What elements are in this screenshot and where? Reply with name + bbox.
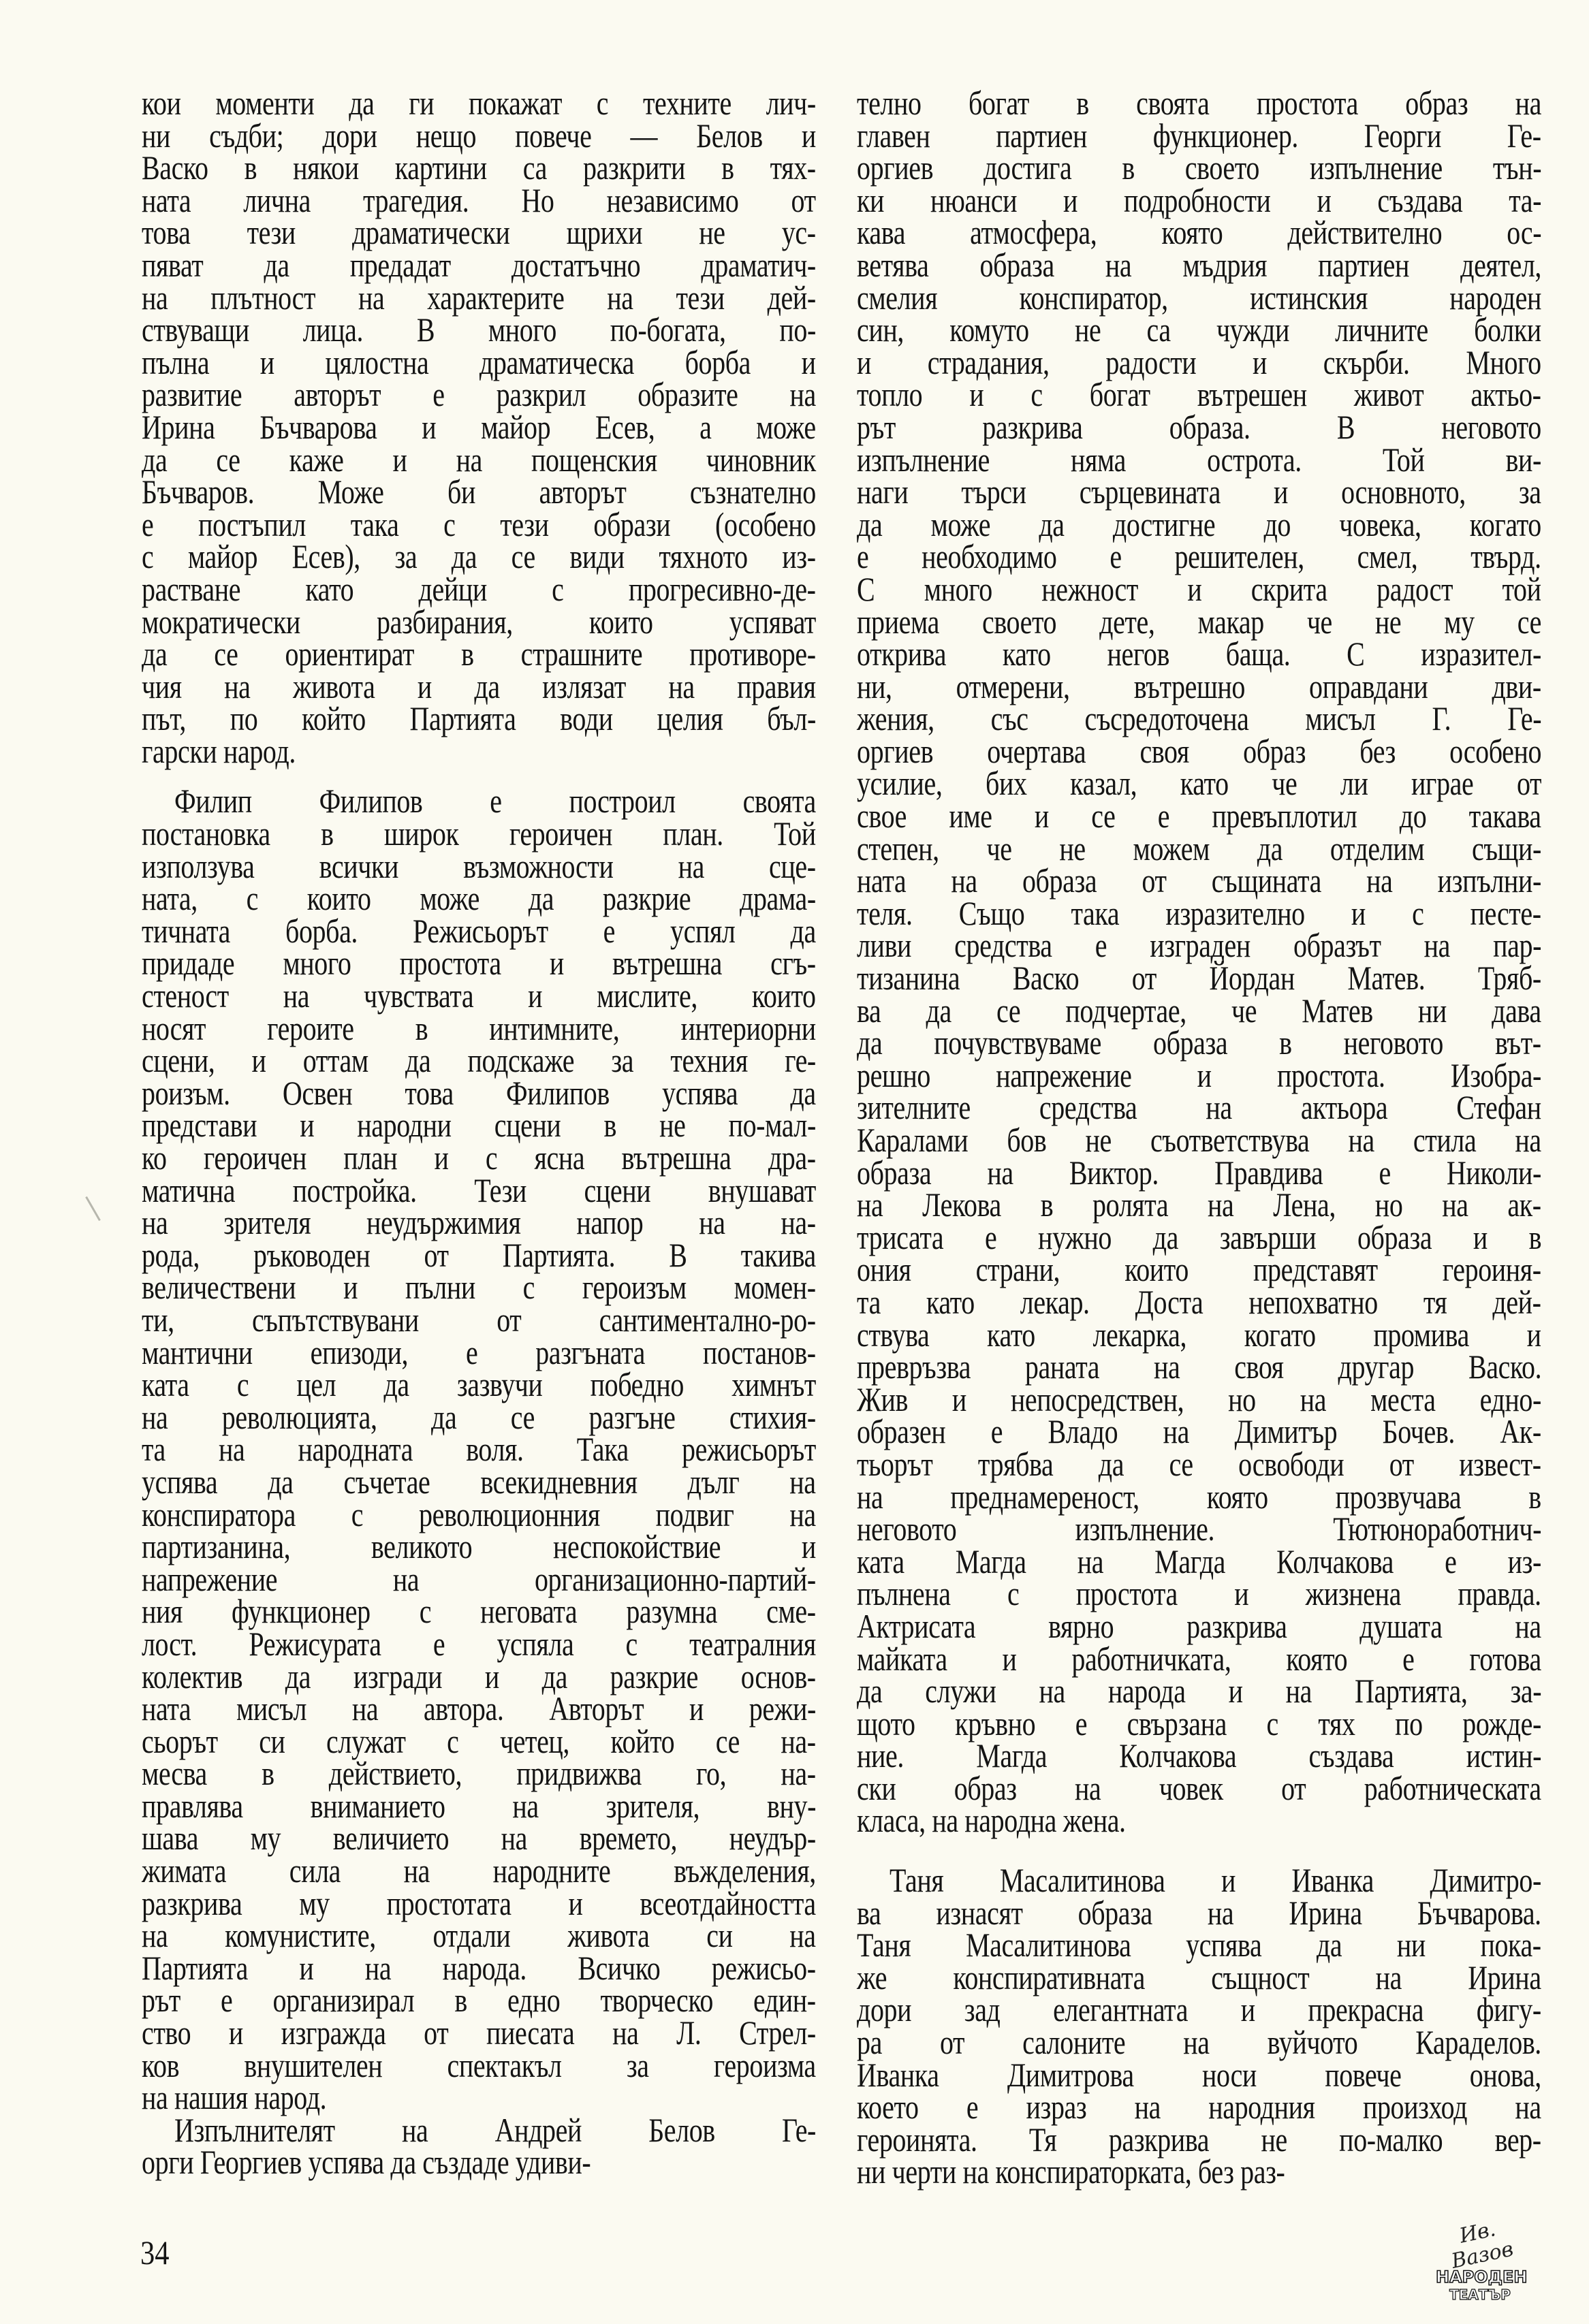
text-line	[857, 1893, 1541, 1932]
text-line	[857, 84, 1541, 122]
text-line	[857, 1088, 1541, 1127]
text-line	[857, 1023, 1541, 1062]
text-line	[857, 1768, 1541, 1807]
text-line	[857, 1153, 1541, 1192]
text-line	[857, 926, 1541, 965]
text-line	[142, 1430, 816, 1469]
text-line	[857, 1801, 1541, 1840]
text-line-content: с майор Есев), за да се види тяхното из-	[142, 537, 816, 576]
text-line-content: щото кръвно е свързана с тях по рожде-	[857, 1704, 1541, 1742]
text-line-content: мократически разбирания, които успяват	[142, 602, 817, 641]
text-line-content: ство и изгражда от пиесата на Л. Стрел-	[142, 2013, 816, 2052]
text-line-content: мантични епизоди, е разгъната постанов-	[142, 1333, 816, 1371]
text-line-content: изпълнение няма острота. Той ви-	[857, 440, 1541, 479]
text-line	[857, 537, 1541, 576]
text-line-content: това тези драматически щрихи не ус-	[142, 213, 816, 252]
text-line	[142, 213, 816, 252]
text-line-content: та като лекар. Доста непохватно тя дей-	[857, 1282, 1541, 1321]
text-line	[857, 375, 1541, 414]
text-line	[142, 814, 816, 853]
text-line	[857, 2055, 1541, 2094]
text-line	[857, 829, 1541, 867]
text-line-content: величествени и пълни с героизъм момен-	[142, 1268, 816, 1307]
text-line-content: образа на Виктор. Правдива е Николи-	[857, 1153, 1541, 1192]
text-line-content: ония страни, които представят героиня-	[857, 1250, 1541, 1289]
text-line-content: усилие, бих казал, като че ли играе от	[857, 764, 1542, 803]
text-line	[142, 1333, 816, 1371]
text-line-content: ната на образа от същината на изпълни-	[857, 861, 1541, 900]
text-line-content: на комунистите, отдали живота си на	[142, 1916, 816, 1955]
text-line	[142, 375, 816, 414]
text-line-content: майката и работничката, която е готова	[857, 1639, 1541, 1678]
text-line-content: пълнена с простота и жизнена правда.	[857, 1574, 1541, 1613]
text-line	[857, 1217, 1542, 1256]
text-line-content: пълна и цялостна драматическа борба и	[142, 343, 816, 381]
text-line	[857, 1348, 1542, 1386]
text-line-content: на нашия народ.	[142, 2078, 327, 2117]
text-line-content: жения, със съсредоточена мисъл Г. Ге-	[857, 699, 1542, 738]
text-line-content: Таня Масалитинова успява да ни пока-	[857, 1926, 1541, 1964]
text-line	[857, 1444, 1541, 1483]
text-line-content: Партията и на народа. Всичко режисьо-	[142, 1948, 816, 1987]
text-line	[857, 1736, 1542, 1775]
text-line-content: Бъчваров. Може би авторът съзнателно	[142, 473, 816, 511]
text-line	[857, 180, 1542, 219]
text-line-content: ливи средства е изграден образът на пар-	[857, 926, 1541, 965]
text-line	[142, 1948, 816, 1987]
text-line	[857, 1055, 1541, 1094]
text-line-content: чия на живота и да излязат на правия	[142, 667, 816, 705]
logo-signature: Ив. Вазов	[1449, 2217, 1515, 2274]
text-line-content: което е израз на народния произход на	[857, 2088, 1541, 2127]
text-line-content: рът е организирал в едно творческо един-	[142, 1981, 816, 2020]
text-line	[857, 959, 1541, 998]
text-line	[857, 1477, 1541, 1516]
text-line	[142, 879, 816, 918]
text-line	[857, 343, 1541, 381]
text-line	[142, 116, 816, 155]
text-line-content: син, комуто не са чужди личните болки	[857, 311, 1541, 349]
text-line	[142, 1851, 816, 1890]
page-number: 34	[140, 2233, 170, 2272]
text-line	[857, 635, 1541, 673]
text-line-content: на революцията, да се разгъне стихия-	[142, 1397, 816, 1436]
paragraph	[857, 1861, 1541, 2191]
paragraph	[857, 84, 1542, 1840]
text-line-content: ствува като лекарка, когато промива и	[857, 1315, 1541, 1354]
text-line	[142, 911, 816, 950]
text-line	[142, 635, 816, 673]
text-line-content: дори зад елегантната и прекрасна фигу-	[857, 1990, 1541, 2029]
text-line	[142, 1689, 816, 1728]
text-line	[142, 731, 816, 770]
text-line-content: топло и с богат вътрешен живот актьо-	[857, 375, 1541, 414]
text-line-content: е постъпил така с тези образи (особено	[142, 505, 816, 543]
text-line	[142, 1657, 816, 1696]
text-line	[857, 1412, 1541, 1451]
text-line-content: ни, отмерени, вътрешно оправдани дви-	[857, 667, 1541, 705]
text-line-content: С много нежност и скрита радост той	[857, 569, 1541, 608]
text-line-content: зителните средства на актьора Стефан	[857, 1088, 1541, 1127]
text-line	[142, 1203, 816, 1242]
text-line-content: Иванка Димитрова носи повече онова,	[857, 2055, 1541, 2094]
text-line	[142, 1041, 816, 1080]
text-line	[857, 407, 1541, 446]
text-line-content: на плътност на характерите на тези дей-	[142, 278, 816, 317]
text-line-content: сьорът си служат с четец, който се на-	[142, 1721, 816, 1760]
text-line	[142, 1981, 816, 2020]
text-line	[142, 1754, 816, 1793]
text-line	[142, 1235, 816, 1274]
text-line-content: Изпълнителят на Андрей Белов Ге-	[174, 2110, 816, 2149]
text-line	[857, 1542, 1541, 1580]
text-line-content: телно богат в своята простота образ на	[857, 84, 1541, 122]
text-line-content: Ирина Бъчварова и майор Есев, а може	[142, 407, 816, 446]
text-line-content: Филип Филипов е построил своята	[174, 782, 816, 821]
text-line-content: ната мисъл на автора. Авторът и режи-	[142, 1689, 816, 1728]
text-line-content: смелия конспиратор, истинския народен	[857, 278, 1541, 317]
text-line-content: ко героичен план и с ясна вътрешна дра-	[142, 1139, 816, 1177]
text-line-content: е необходимо е решителен, смел, твърд.	[857, 537, 1541, 576]
text-line	[857, 861, 1541, 900]
text-line-content: оргиев очертава своя образ без особено	[857, 731, 1542, 770]
text-line	[857, 1958, 1541, 1996]
right-column	[857, 84, 1542, 2191]
text-line-content: тизанина Васко от Йордан Матев. Тряб-	[857, 959, 1541, 998]
text-line-content: оргиев достига в своето изпълнение тън-	[857, 148, 1542, 187]
text-line	[142, 602, 817, 641]
text-line	[142, 343, 816, 381]
text-line-content: ни черти на конспираторката, без раз-	[857, 2152, 1285, 2191]
text-line-content: та на народната воля. Така режисьорът	[142, 1430, 816, 1469]
text-line	[142, 1106, 816, 1145]
logo-line-1: НАРОДЕН	[1436, 2267, 1528, 2287]
text-line	[857, 602, 1541, 641]
text-line-content: образен е Владо на Димитър Бочев. Ак-	[857, 1412, 1541, 1451]
text-line	[857, 2088, 1541, 2127]
text-line-content: наги търси сърцевината и основното, за	[857, 473, 1541, 511]
paragraph-gap	[857, 1837, 1541, 1864]
text-line	[142, 1559, 816, 1598]
text-line	[857, 893, 1541, 932]
text-line	[857, 1574, 1541, 1613]
text-line	[142, 569, 816, 608]
text-line	[142, 1819, 816, 1858]
text-line	[857, 2023, 1541, 2062]
text-line	[142, 407, 816, 446]
text-line-content: рът разкрива образа. В неговото	[857, 407, 1541, 446]
text-line	[142, 699, 816, 738]
text-line-content: постановка в широк героичен план. Той	[142, 814, 816, 853]
text-line-content: пяват да предадат достатъчно драматич-	[142, 245, 816, 284]
text-line	[857, 1990, 1541, 2029]
text-line	[142, 2110, 816, 2149]
text-line-content: на преднамереност, която прозвучава в	[857, 1477, 1541, 1516]
text-line-content: колектив да изгради и да разкрие основ-	[142, 1657, 816, 1696]
text-line-content: матична постройка. Тези сцени внушават	[142, 1171, 816, 1209]
text-line-content: жимата сила на народните въжделения,	[142, 1851, 816, 1890]
text-line-content: орги Георгиев успява да създаде удиви-	[142, 2143, 591, 2182]
text-line	[142, 84, 816, 122]
text-line	[857, 1704, 1541, 1742]
text-line	[857, 473, 1541, 511]
text-line	[142, 1883, 816, 1922]
text-line	[142, 1721, 816, 1760]
text-line-content: представи и народни сцени в не по-мал-	[142, 1106, 816, 1145]
text-line-content: ната лична трагедия. Но независимо от	[142, 180, 816, 219]
text-line	[142, 1624, 816, 1663]
text-line	[857, 505, 1541, 543]
text-line	[142, 782, 816, 821]
logo-line-2: ТЕАТЪР	[1449, 2287, 1511, 2303]
text-line-content: главен партиен функционер. Георги Ге-	[857, 116, 1541, 155]
text-line-content: стеност на чувствата и мислите, които	[142, 976, 816, 1015]
text-line-content: степен, че не можем да отделим същи-	[857, 829, 1541, 867]
text-line-content: придаде много простота и вътрешна сгъ-	[142, 944, 816, 983]
text-line-content: превръзва раната на своя другар Васко.	[857, 1348, 1542, 1386]
text-line-content: да се ориентират в страшните противоре-	[142, 635, 816, 673]
text-line-content: Таня Масалитинова и Иванка Димитро-	[890, 1861, 1541, 1900]
text-line	[857, 1510, 1542, 1548]
text-line-content: партизанина, великото неспокойствие и	[142, 1527, 816, 1566]
text-line	[857, 1672, 1542, 1710]
text-line	[857, 1315, 1541, 1354]
text-line-content: приема своето дете, макар че не му се	[857, 602, 1541, 641]
text-line	[857, 213, 1542, 252]
text-line-content: открива като негов баща. С изразител-	[857, 635, 1541, 673]
text-line-content: ние. Магда Колчакова създава истин-	[857, 1736, 1542, 1775]
text-line	[142, 1171, 816, 1209]
text-line-content: правлява вниманието на зрителя, вну-	[142, 1786, 817, 1825]
text-line-content: ва изнасят образа на Ирина Бъчварова.	[857, 1893, 1541, 1932]
text-line-content: рода, ръководен от Партията. В такива	[142, 1235, 816, 1274]
text-line	[857, 278, 1541, 317]
text-line	[857, 1926, 1541, 1964]
paragraph	[142, 84, 817, 770]
text-line-content: Актрисата вярно разкрива душата на	[857, 1606, 1541, 1645]
text-line-content: на зрителя неудържимия напор на на-	[142, 1203, 816, 1242]
text-line-content: сцени, и оттам да подскаже за техния ге-	[142, 1041, 816, 1080]
text-line-content: неговото изпълнение. Тютюноработнич-	[857, 1510, 1542, 1548]
left-column	[142, 84, 817, 2182]
text-line	[857, 245, 1542, 284]
text-line-content: Васко в някои картини са разкрити в тях-	[142, 148, 816, 187]
text-line	[857, 1185, 1541, 1224]
text-line	[857, 1606, 1541, 1645]
text-line-content: ски образ на човек от работническата	[857, 1768, 1541, 1807]
text-line-content: ката с цел да зазвучи победно химнът	[142, 1365, 816, 1404]
text-line-content: ката Магда на Магда Колчакова е из-	[857, 1542, 1541, 1580]
text-line-content: ти, съпътствувани от сантиментално-ро-	[142, 1300, 816, 1339]
text-line-content: месва в действието, придвижва го, на-	[142, 1754, 816, 1793]
text-line-content: ва да се подчертае, че Матев ни дава	[857, 991, 1541, 1030]
text-line	[142, 505, 816, 543]
text-line-content: трисата е нужно да завърши образа и в	[857, 1217, 1542, 1256]
text-line-content: разкрива му простотата и всеотдайността	[142, 1883, 816, 1922]
text-line	[142, 440, 816, 479]
text-line-content: да се каже и на пощенския чиновник	[142, 440, 816, 479]
text-line	[142, 537, 816, 576]
text-line-content: же конспиративната същност на Ирина	[857, 1958, 1541, 1996]
text-line-content: героинята. Тя разкрива не по-малко вер-	[857, 2120, 1541, 2159]
text-line-content: решно напрежение и простота. Изобра-	[857, 1055, 1541, 1094]
text-line	[857, 1380, 1541, 1418]
text-line	[142, 2013, 816, 2052]
text-line-content: успява да съчетае всекидневния дълг на	[142, 1462, 816, 1501]
text-line-content: Каралами бов не съответствува на стила на	[857, 1121, 1541, 1159]
text-line	[142, 1139, 816, 1177]
text-line	[857, 148, 1542, 187]
text-line	[142, 278, 816, 317]
text-line-content: ната, с които може да разкрие драма-	[142, 879, 816, 918]
text-line	[857, 311, 1541, 349]
text-line	[857, 440, 1541, 479]
text-line-content: ра от салоните на вуйчото Караделов.	[857, 2023, 1541, 2062]
text-line	[857, 1282, 1541, 1321]
text-line	[142, 1008, 816, 1047]
text-line	[142, 1786, 817, 1825]
text-line-content: кои моменти да ги покажат с техните лич-	[142, 84, 816, 122]
text-line-content: ки нюанси и подробности и създава та-	[857, 180, 1542, 219]
text-line	[857, 1121, 1541, 1159]
text-line-content: теля. Също така изразително и с песте-	[857, 893, 1541, 932]
text-line	[142, 944, 816, 983]
text-line	[142, 1365, 816, 1404]
scan-mark	[85, 1196, 101, 1221]
text-line	[142, 245, 816, 284]
text-line-content: ков внушителен спектакъл за героизма	[142, 2046, 816, 2084]
text-line	[142, 1397, 816, 1436]
text-line	[142, 976, 816, 1015]
text-line-content: тьорът трябва да се освободи от извест-	[857, 1444, 1541, 1483]
text-line-content: лост. Режисурата е успяла с театралния	[142, 1624, 816, 1663]
paragraph	[142, 2110, 816, 2182]
text-line-content: да почувствуваме образа в неговото вът-	[857, 1023, 1541, 1062]
text-line-content: да може да достигне до човека, когато	[857, 505, 1541, 543]
text-line	[857, 731, 1542, 770]
text-line-content: ния функционер с неговата разумна сме-	[142, 1592, 816, 1631]
text-line	[857, 797, 1541, 835]
text-line	[857, 2152, 1541, 2191]
paragraph	[142, 782, 817, 2117]
text-line-content: на Лекова в ролята на Лена, но на ак-	[857, 1185, 1541, 1224]
text-line	[142, 180, 816, 219]
text-line	[142, 1527, 816, 1566]
text-line	[857, 667, 1541, 705]
text-line	[142, 1592, 816, 1631]
text-line	[142, 473, 816, 511]
text-line	[857, 699, 1542, 738]
text-line	[142, 1462, 816, 1501]
text-line-content: развитие авторът е разкрил образите на	[142, 375, 816, 414]
text-line-content: Жив и непосредствен, но на места едно-	[857, 1380, 1541, 1418]
text-line-content: кава атмосфера, която действително ос-	[857, 213, 1542, 252]
text-line-content: ветява образа на мъдрия партиен деятел,	[857, 245, 1542, 284]
text-line-content: и страдания, радости и скърби. Много	[857, 343, 1541, 381]
text-line	[142, 667, 816, 705]
text-line	[142, 846, 816, 885]
text-line-content: свое име и се е превъплотил до такава	[857, 797, 1541, 835]
text-line	[142, 148, 816, 187]
text-line-content: класа, на народна жена.	[857, 1801, 1126, 1840]
text-line	[142, 1073, 816, 1112]
text-line	[142, 1916, 816, 1955]
text-line-content: използува всички възможности на сце-	[142, 846, 816, 885]
text-line-content: напрежение на организационно-партий-	[142, 1559, 816, 1598]
text-line	[142, 1268, 816, 1307]
text-line	[142, 311, 816, 349]
text-line	[857, 1250, 1541, 1289]
text-line	[142, 1495, 816, 1533]
text-line-content: ни съдби; дори нещо повече — Белов и	[142, 116, 816, 155]
text-line-content: гарски народ.	[142, 731, 296, 770]
text-line	[142, 1300, 816, 1339]
text-line	[142, 2143, 816, 2182]
text-line	[857, 569, 1541, 608]
text-line-content: ствуващи лица. В много по-богата, по-	[142, 311, 816, 349]
text-line	[857, 991, 1541, 1030]
text-line	[142, 2078, 816, 2117]
text-line	[857, 2120, 1541, 2159]
text-line	[857, 116, 1541, 155]
text-line-content: да служи на народа и на Партията, за-	[857, 1672, 1542, 1710]
text-line	[857, 1639, 1541, 1678]
text-line-content: тичната борба. Режисьорът е успял да	[142, 911, 816, 950]
text-line-content: шава му величието на времето, неудър-	[142, 1819, 816, 1858]
text-line	[142, 2046, 816, 2084]
text-line-content: роизъм. Освен това Филипов успява да	[142, 1073, 816, 1112]
national-theatre-logo	[1436, 2217, 1528, 2303]
text-line	[857, 764, 1542, 803]
text-line-content: растване като дейци с прогресивно-де-	[142, 569, 816, 608]
text-line-content: носят героите в интимните, интериорни	[142, 1008, 816, 1047]
text-line-content: конспиратора с революционния подвиг на	[142, 1495, 816, 1533]
text-line-content: път, по който Партията води целия бъл-	[142, 699, 816, 738]
text-line	[857, 1861, 1541, 1900]
